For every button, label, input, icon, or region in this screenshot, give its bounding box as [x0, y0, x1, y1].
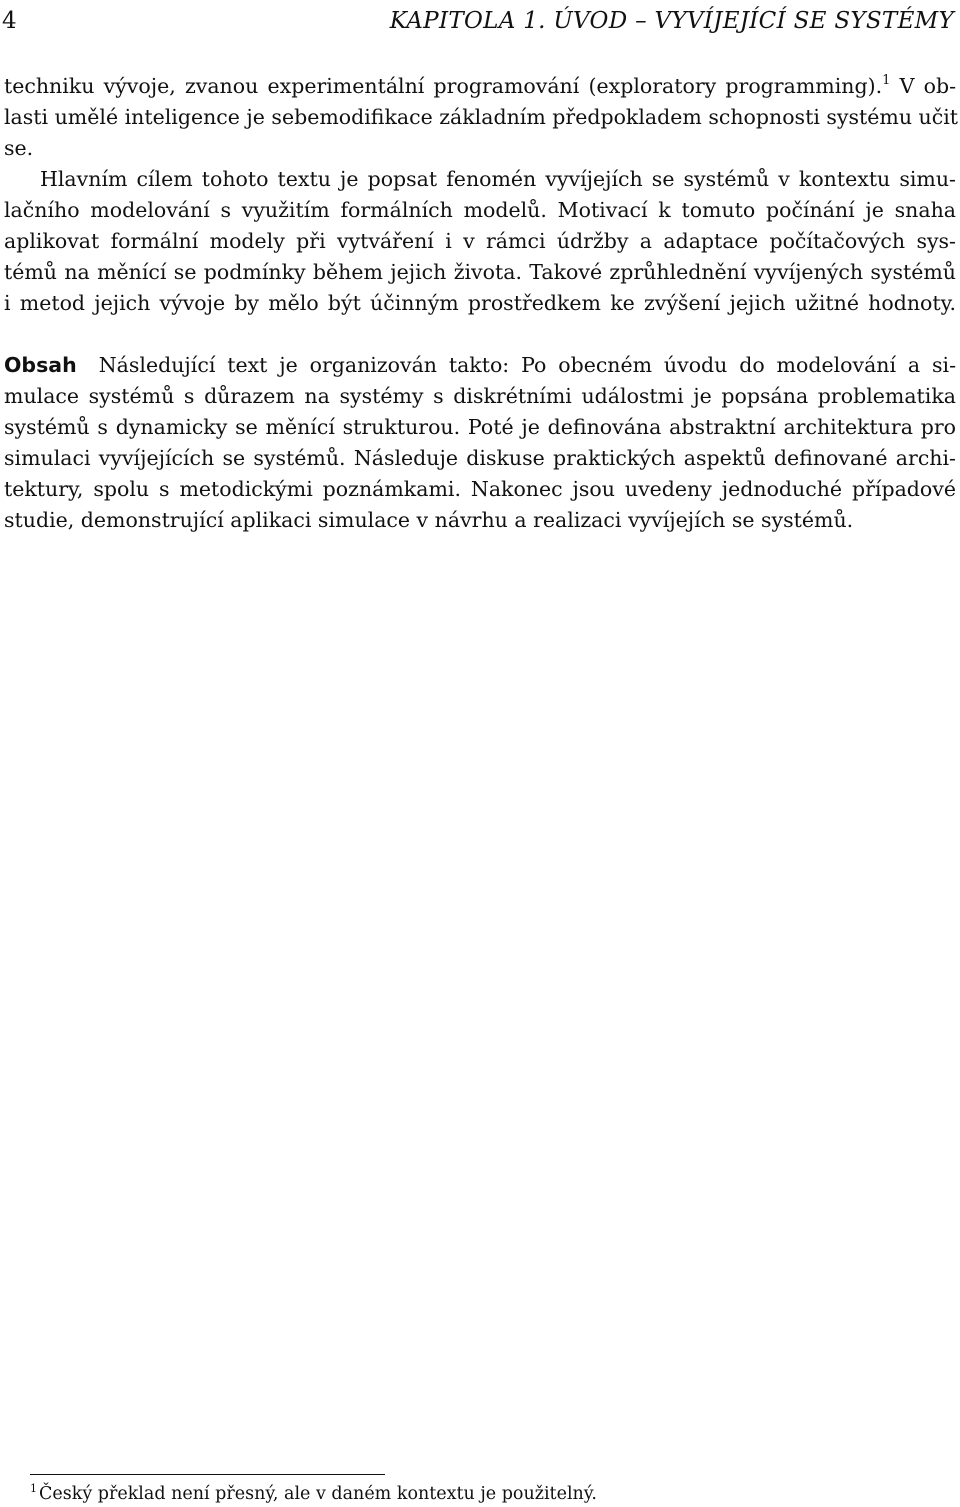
paragraph-3-line-5: tektury, spolu s metodickými poznámkami. Nakonec jsou uvedeny jednoduché případové [4, 477, 956, 501]
paragraph-3-line-6: studie, demonstrující aplikaci simulace v návrhu a realizaci vyvíjejích se systémů. [4, 508, 854, 532]
section-runin-heading: Obsah [4, 353, 77, 377]
paragraph-2-line-1: Hlavním cílem tohoto textu je popsat fenomén vyvíjejích se systémů v kontextu simu- [40, 167, 956, 191]
paragraph-2-line-5: i metod jejich vývoje by mělo být účinným prostředkem ke zvýšení jejich užitné hodnoty. [4, 291, 956, 315]
paragraph-3-line-1: Obsah Následující text je organizován takto: Po obecném úvodu do modelování a si- [4, 353, 956, 377]
paragraph-1-line-3: se. [4, 136, 34, 160]
paragraph-2-line-3: aplikovat formální modely při vytváření i v rámci údržby a adaptace počítačových sys- [4, 229, 956, 253]
footnote [30, 1482, 597, 1506]
paragraph-2-line-4: témů na měnící se podmínky během jejich života. Takové zprůhlednění vyvíjených systémů [4, 260, 956, 284]
paragraph-1-line-2: lasti umělé inteligence je sebemodifikace základním předpokladem schopnosti systému učit [4, 105, 959, 129]
chapter-title: KAPITOLA 1. ÚVOD – VYVÍJEJÍCÍ SE SYSTÉMY [389, 8, 954, 34]
footnote-text: Český překlad není přesný, ale v daném kontextu je použitelný. [39, 1484, 597, 1504]
footnote-rule [30, 1474, 385, 1475]
page-number: 4 [2, 8, 17, 34]
paragraph-3-line-4: simulaci vyvíjejících se systémů. Následuje diskuse praktických aspektů definované archi- [4, 446, 956, 470]
paragraph-3-line-2: mulace systémů s důrazem na systémy s diskrétními událostmi je popsána problematika [4, 384, 956, 408]
paragraph-3-line-3: systémů s dynamicky se měnící strukturou. Poté je definována abstraktní architektura pro [4, 415, 956, 439]
footnote-mark: 1 [30, 1482, 37, 1495]
footnote-reference[interactable]: 1 [882, 73, 891, 88]
paragraph-1-line-1: techniku vývoje, zvanou experimentální programování (exploratory programming).$^1$ V ob- [4, 73, 956, 98]
running-header [2, 4, 954, 38]
paragraph-2-line-2: lačního modelování s využitím formálních modelů. Motivací k tomuto počínání je snaha [4, 198, 956, 222]
